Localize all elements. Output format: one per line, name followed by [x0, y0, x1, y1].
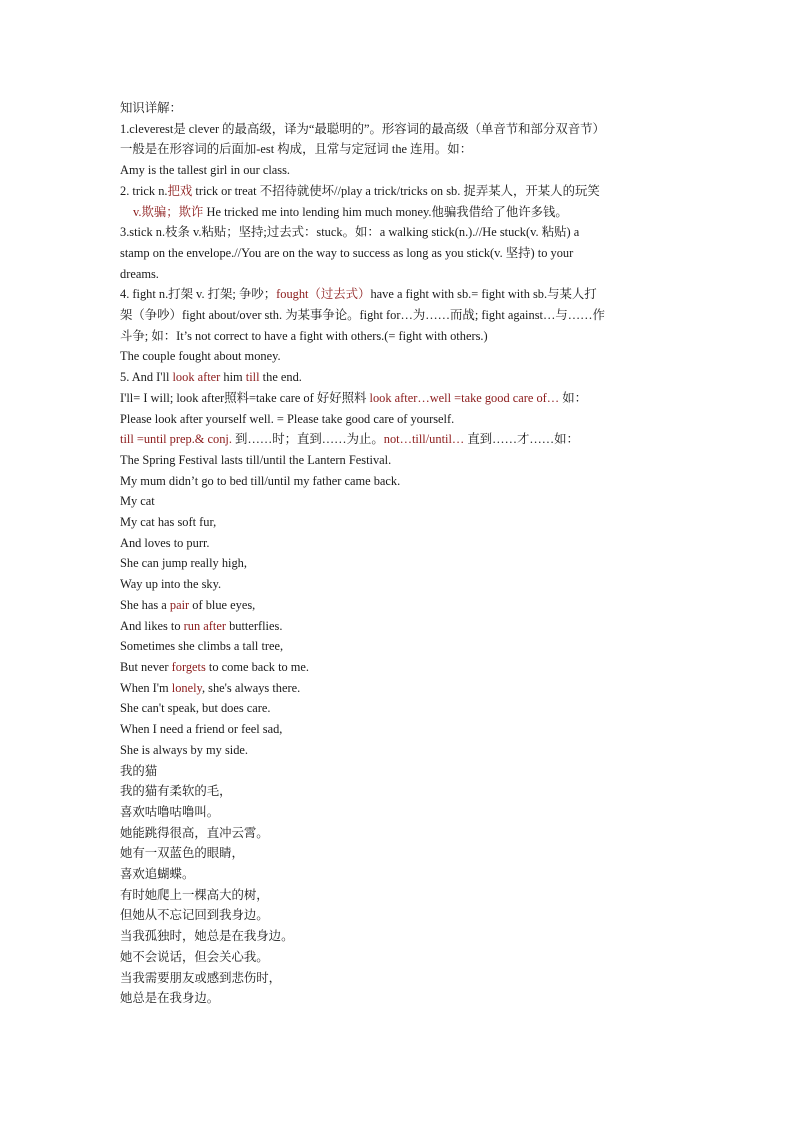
poem-cn-line: 但她从不忘记回到我身边。	[120, 908, 269, 923]
poem-title: My cat	[120, 494, 155, 509]
poem-line: When I need a friend or feel sad,	[120, 722, 283, 737]
note-5-example-2: My mum didn’t go to bed till/until my father came back.	[120, 473, 401, 488]
poem-cn-line: 当我孤独时，她总是在我身边。	[120, 929, 294, 944]
poem-cn-line: 喜欢追蝴蝶。	[120, 867, 195, 882]
note-4-line-1: 4. fight n.打架 v. 打架; 争吵；fought（过去式）have a fight with sb.= fight with sb.与某人打	[120, 287, 597, 302]
note-5-line-4: till =until prep.& conj. 到……时；直到……为止。not…till/until… 直到……才……如：	[120, 432, 579, 447]
highlight: not…till/until…	[383, 432, 465, 447]
poem-line: My cat has soft fur,	[120, 515, 217, 530]
poem-cn-line: 她能跳得很高，直冲云霄。	[120, 825, 269, 840]
note-5-line-3: Please look after yourself well. = Please take good care of yourself.	[120, 411, 455, 426]
highlight: run after	[183, 618, 226, 633]
poem-line: She can jump really high,	[120, 556, 247, 571]
note-3-line-3: dreams.	[120, 266, 159, 281]
note-5-line-2: I'll= I will; look after照料=take care of 好好照料 look after…well =take good care of… 如：	[120, 390, 588, 405]
poem-cn-line: 当我需要朋友或感到悲伤时，	[120, 970, 282, 985]
document-body	[120, 98, 680, 1009]
poem-cn-line: 有时她爬上一棵高大的树，	[120, 887, 269, 902]
poem-cn-line: 她有一双蓝色的眼睛，	[120, 846, 244, 861]
poem-line: She can't speak, but does care.	[120, 701, 271, 716]
section-title: 知识详解：	[120, 101, 182, 115]
highlight: forgets	[171, 659, 206, 674]
note-1-example: Amy is the tallest girl in our class.	[120, 163, 291, 178]
poem-line: But never forgets to come back to me.	[120, 659, 310, 674]
poem-line: And loves to purr.	[120, 535, 210, 550]
highlight: 把戏	[167, 183, 193, 198]
poem-line: When I'm lonely, she's always there.	[120, 680, 301, 695]
highlight: look after…well =take good care of…	[369, 390, 560, 405]
note-4-line-3: 斗争; 如：It’s not correct to have a fight with others.(= fight with others.)	[120, 328, 488, 343]
poem-cn-title: 我的猫	[120, 763, 158, 778]
note-1-line-2: 一般是在形容词的后面加-est 构成，且常与定冠词 the 连用。如：	[120, 142, 473, 157]
note-4-line-2: 架（争吵）fight about/over sth. 为某事争论。fight for…为……而战; fight against…与……作	[120, 308, 605, 323]
highlight: v.欺骗；欺诈	[133, 204, 204, 219]
note-1-line-1: 1.cleverest是 clever 的最高级，译为“最聪明的”。形容词的最高级（单音节和部分双音节）	[120, 121, 605, 136]
highlight: till =until prep.& conj.	[120, 432, 232, 447]
highlight: fought（过去式）	[276, 287, 371, 302]
poem-cn-line: 我的猫有柔软的毛，	[120, 784, 232, 799]
highlight: pair	[169, 597, 190, 612]
poem-line: Sometimes she climbs a tall tree,	[120, 639, 284, 654]
note-5-example-1: The Spring Festival lasts till/until the Lantern Festival.	[120, 452, 392, 467]
poem-line: And likes to run after butterflies.	[120, 618, 283, 633]
poem-line: She is always by my side.	[120, 742, 249, 757]
note-2-line-2: v.欺骗；欺诈 He tricked me into lending him much money.他骗我借给了他许多钱。	[133, 204, 568, 219]
note-3-line-1: 3.stick n.枝条 v.粘贴；坚持;过去式：stuck。如：a walking stick(n.).//He stuck(v. 粘贴) a	[120, 225, 580, 240]
note-3-line-2: stamp on the envelope.//You are on the way to success as long as you stick(v. 坚持) to your	[120, 245, 574, 260]
poem-line: She has a pair of blue eyes,	[120, 597, 256, 612]
poem-cn-line: 喜欢咕噜咕噜叫。	[120, 804, 220, 819]
highlight: look after	[172, 370, 221, 385]
note-5-line-1: 5. And I'll look after him till the end.	[120, 370, 302, 385]
highlight: till	[245, 370, 260, 385]
poem-cn-line: 她不会说话，但会关心我。	[120, 949, 269, 964]
note-4-example: The couple fought about money.	[120, 349, 281, 364]
poem-line: Way up into the sky.	[120, 577, 222, 592]
poem-cn-line: 她总是在我身边。	[120, 991, 220, 1006]
note-2-line-1: 2. trick n.把戏 trick or treat 不招待就使坏//play a trick/tricks on sb. 捉弄某人，开某人的玩笑	[120, 183, 600, 198]
highlight: lonely	[171, 680, 202, 695]
